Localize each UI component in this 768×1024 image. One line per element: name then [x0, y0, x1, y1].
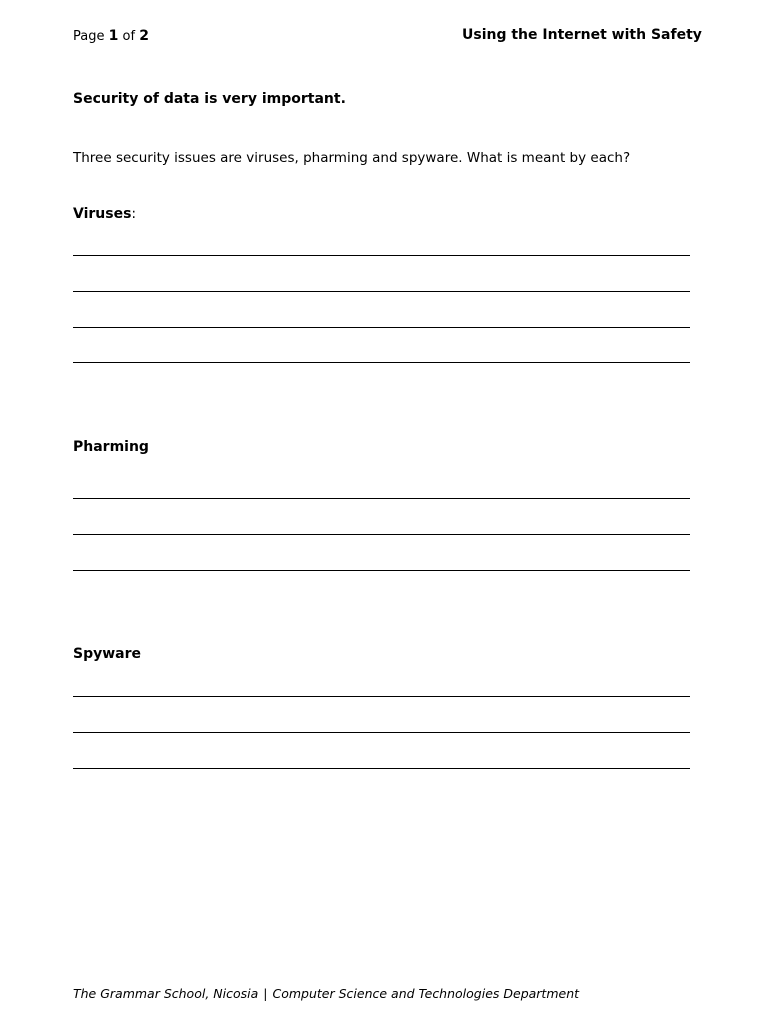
section-label-pharming: [73, 439, 149, 455]
spyware-answer-line[interactable]: [73, 696, 690, 697]
pharming-answer-line[interactable]: [73, 570, 690, 571]
pharming-answer-line[interactable]: [73, 498, 690, 499]
viruses-answer-line[interactable]: [73, 255, 690, 256]
viruses-answer-line[interactable]: [73, 327, 690, 328]
section-title: Spyware: [73, 646, 142, 662]
viruses-answer-line[interactable]: [73, 362, 690, 363]
intro-question: Three security issues are viruses, pharming and spyware. What is meant by each?: [73, 150, 631, 166]
of-word: of: [122, 29, 136, 44]
section-title: Viruses: [73, 206, 132, 222]
page-total: 2: [139, 28, 149, 44]
footer-separator: |: [263, 986, 268, 1001]
section-title: Pharming: [73, 439, 149, 455]
section-title-suffix: :: [131, 206, 137, 222]
page-word: Page: [73, 29, 105, 44]
page-number: [73, 28, 149, 44]
document-title: Using the Internet with Safety: [462, 27, 702, 43]
section-label-viruses: [73, 206, 136, 222]
main-heading: Security of data is very important.: [73, 91, 346, 107]
spyware-answer-line[interactable]: [73, 768, 690, 769]
pharming-answer-line[interactable]: [73, 534, 690, 535]
page-footer: [73, 986, 579, 1001]
footer-department: Computer Science and Technologies Department: [272, 986, 580, 1001]
footer-school: The Grammar School, Nicosia: [73, 986, 259, 1001]
page-current: 1: [108, 28, 119, 44]
section-label-spyware: [73, 646, 141, 662]
viruses-answer-line[interactable]: [73, 291, 690, 292]
spyware-answer-line[interactable]: [73, 732, 690, 733]
